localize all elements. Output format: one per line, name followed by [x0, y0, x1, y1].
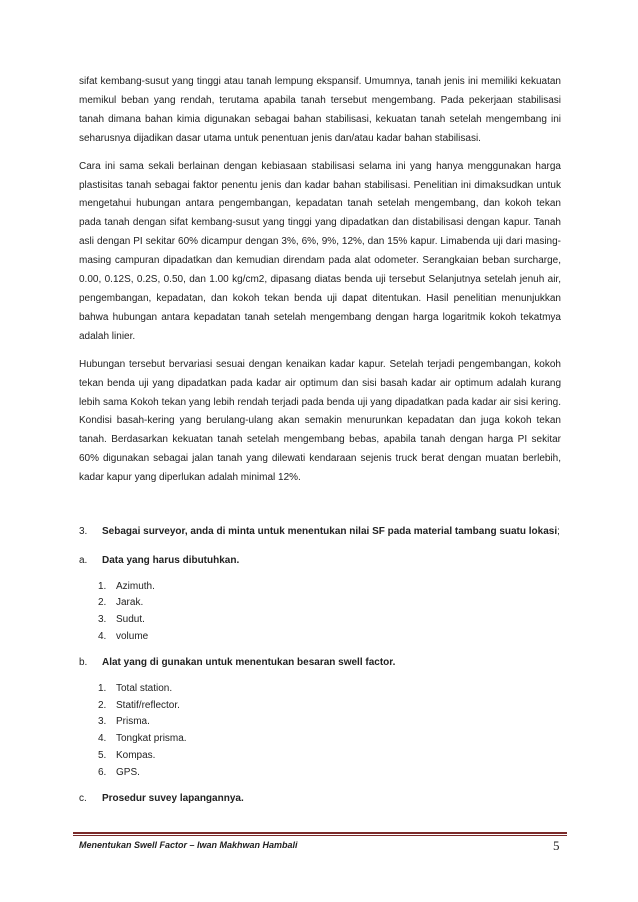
section-a-letter: a. — [79, 554, 88, 566]
section-b-title: Alat yang di gunakan untuk menentukan besaran swell factor. — [102, 656, 396, 668]
section-c-heading — [79, 791, 561, 807]
list-item: 4. Tongkat prisma. — [98, 733, 187, 745]
list-item: 4. volume — [98, 630, 149, 642]
list-item: 2. Jarak. — [98, 597, 144, 609]
section-b-heading — [79, 655, 561, 671]
question-suffix: ; — [557, 526, 560, 538]
page-number: 5 — [553, 838, 560, 853]
question-number: 3. — [79, 526, 88, 538]
section-c-letter: c. — [79, 792, 87, 804]
list-item: 5. Kompas. — [98, 749, 156, 761]
section-c-title: Prosedur suvey lapangannya. — [102, 792, 244, 804]
section-a-list — [79, 579, 561, 646]
paragraph-1: sifat kembang-susut yang tinggi atau tanah lempung ekspansif. Umumnya, tanah jenis ini memiliki kekuatan memikul beban yang rendah, terutama apabila tanah tersebut mengembang. Pada pekerjaan stabilisasi tanah dimana bahan kimia digunakan sebagai bahan stabilisasi, kekuatan tanah setelah mengembang ini seharusnya dijadikan dasar utama untuk penentuan jenis dan/atau kadar bahan stabilisasi. — [79, 76, 561, 144]
paragraph-2: Cara ini sama sekali berlainan dengan kebiasaan stabilisasi selama ini yang hanya menggunakan harga plastisitas tanah sebagai faktor penentu jenis dan kadar bahan stabilisasi. Penelitian ini dimaksudkan untuk mengetahui hubungan antara pengembangan, kepadatan tanah setelah mengembang, dan kokoh tekan pada tanah dengan sifat kembang-susut yang tinggi yang dipadatkan dan distabilisasi dengan kapur. Tanah asli dengan PI sekitar 60% dicampur dengan 3%, 6%, 9%, 12%, dan 15% kapur. Limabenda uji dari masing-masing campuran dipadatkan dan kemudian direndam pada alat odometer. Serangkaian beban surcharge, 0.00, 0.12S, 0.2S, 0.50, dan 1.00 kg/cm2, dipasang diatas benda uji tersebut Selanjutnya setelah jenuh air, pengembangan, kepadatan, dan kokoh tekan benda uji dapat ditentukan. Hasil penelitian menunjukkan bahwa hubungan antara kepadatan tanah setelah mengembang dengan harga logaritmik kokoh tekatmya adalah linier. — [79, 160, 561, 342]
list-item: 3. Sudut. — [98, 614, 145, 626]
list-item: 6. GPS. — [98, 766, 140, 778]
list-item: 1. Total station. — [98, 682, 173, 694]
list-item: 1. Azimuth. — [98, 580, 155, 592]
section-b-list — [79, 681, 561, 782]
footer-divider — [73, 832, 567, 834]
section-a-title: Data yang harus dibutuhkan. — [102, 554, 240, 566]
question-text: Sebagai surveyor, anda di minta untuk menentukan nilai SF pada material tambang suatu lokasi — [102, 526, 558, 538]
section-b-letter: b. — [79, 656, 88, 668]
list-item: 2. Statif/reflector. — [98, 699, 180, 711]
list-item: 3. Prisma. — [98, 716, 150, 728]
page-content — [79, 73, 561, 817]
spacer — [79, 496, 561, 523]
section-a-heading — [79, 553, 561, 569]
paragraph-3: Hubungan tersebut bervariasi sesuai dengan kenaikan kadar kapur. Setelah terjadi pengembangan, kokoh tekan benda uji yang dipadatkan pada kadar air optimum dan sisi basah kadar air optimum adalah kurang lebih sama Kokoh tekan yang lebih rendah terjadi pada benda uji yang dipadatkan pada kadar air sisi kering. Kondisi basah-kering yang berulang-ulang akan semakin menurunkan kepadatan dan juga kokoh tekan tanah. Berdasarkan kekuatan tanah setelah mengembang bebas, apabila tanah dengan harga PI sekitar 60% digunakan sebagai jalan tanah yang dilewati kendaraan sejenis truck berat dengan muatan berlebih, kadar kapur yang diperlukan adalah minimal 12%. — [79, 358, 561, 484]
footer-divider-thin — [73, 835, 567, 836]
question-heading — [79, 523, 561, 542]
footer-title: Menentukan Swell Factor – Iwan Makhwan Hambali — [79, 840, 298, 850]
